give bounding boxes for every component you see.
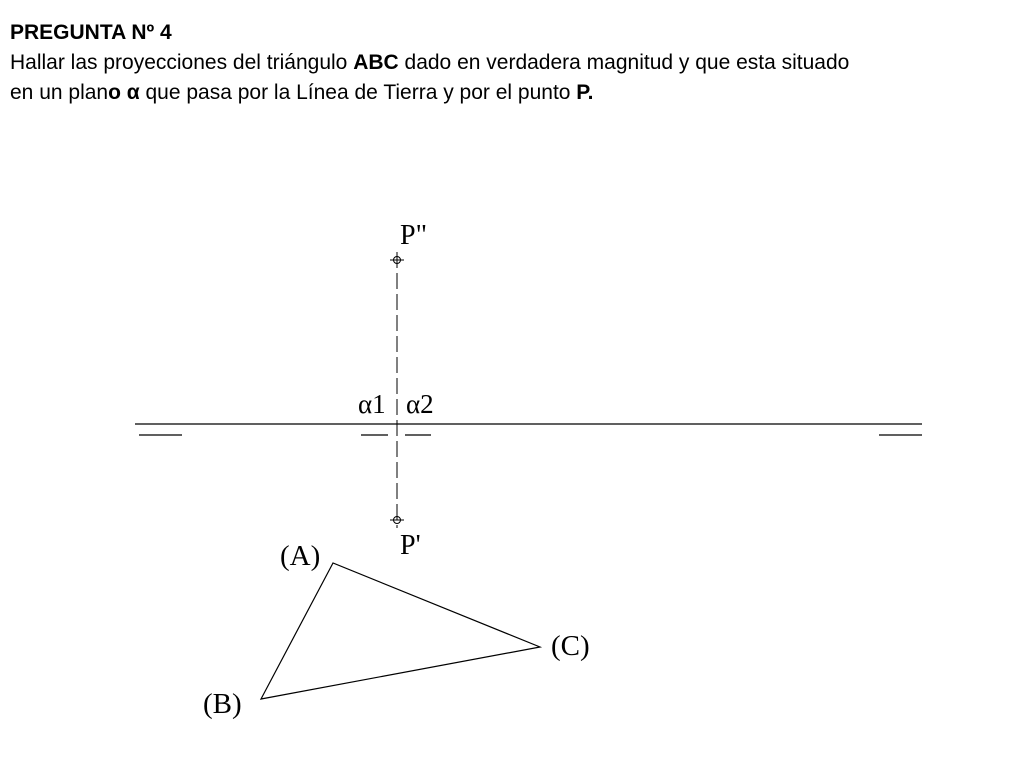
question-emphasis-p: P. — [576, 81, 594, 104]
label-b: (B) — [203, 688, 242, 720]
question-emphasis-alpha: o α — [108, 81, 140, 104]
question-text-part: Hallar las proyecciones del triángulo — [10, 51, 354, 74]
question-text-part: que pasa por la Línea de Tierra y por el punto — [139, 81, 577, 104]
question-text-part: dado en verdadera magnitud y que esta situado — [398, 51, 850, 74]
label-p-double: P" — [400, 220, 428, 251]
label-alpha-2: α2 — [406, 389, 434, 419]
question-emphasis-abc: ABC — [353, 51, 399, 74]
triangle-abc — [261, 563, 540, 699]
question-title: PREGUNTA Nº 4 — [10, 21, 172, 44]
label-c: (C) — [551, 630, 590, 662]
label-alpha-1: α1 — [358, 389, 386, 419]
label-a: (A) — [280, 540, 321, 572]
label-p-single: P' — [400, 530, 421, 561]
question-text-part: en un plan — [10, 81, 109, 104]
